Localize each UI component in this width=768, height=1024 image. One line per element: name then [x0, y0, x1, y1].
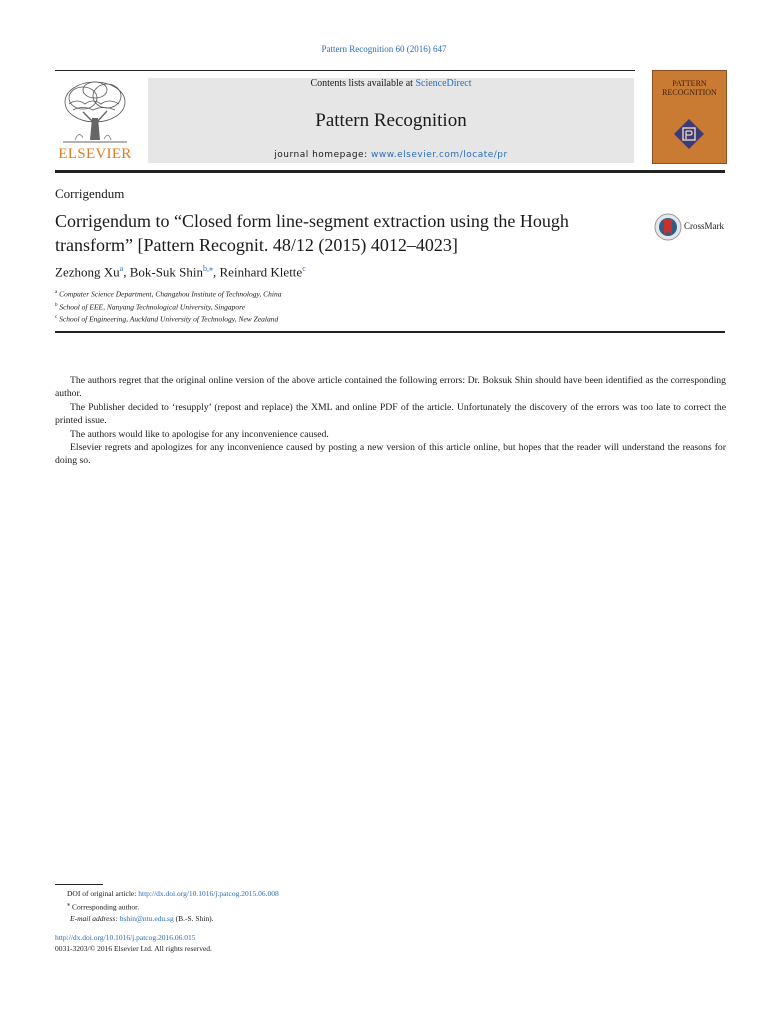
author-affil-mark[interactable]: b,⁎: [203, 264, 214, 273]
running-head[interactable]: Pattern Recognition 60 (2016) 647: [321, 44, 447, 54]
author-affil-mark[interactable]: c: [302, 264, 306, 273]
body-paragraph: Elsevier regrets and apologizes for any inconvenience caused by posting a new version of this article online, but hopes that the reader will understand the reasons for doing so.: [55, 442, 726, 467]
copyright-line: 0031-3203/© 2016 Elsevier Ltd. All rights reserved.: [55, 944, 212, 953]
corresponding-text: Corresponding author.: [70, 902, 140, 912]
elsevier-tree-icon: [55, 78, 135, 146]
affiliation-mark: b: [55, 302, 58, 308]
author-separator: ,: [123, 264, 130, 280]
homepage-link[interactable]: www.elsevier.com/locate/pr: [371, 150, 508, 160]
author-list: [55, 264, 306, 280]
article-title: Corrigendum to “Closed form line-segment extraction using the Hough transform” [Pattern Recognit. 48/12 (2015) 4012–4023]: [55, 211, 569, 255]
crossmark-label: CrossMark: [684, 221, 724, 231]
journal-banner: [148, 78, 634, 163]
author-name: Zezhong Xu: [55, 264, 120, 280]
front-matter-rule: [55, 331, 725, 333]
article-body: [55, 374, 726, 468]
crossmark-badge[interactable]: [654, 213, 728, 241]
footnote-doi: [55, 888, 279, 899]
journal-name: Pattern Recognition: [315, 110, 467, 131]
body-paragraph: The Publisher decided to ‘resupply’ (repost and replace) the XML and online PDF of the article. Unfortunately the discovery of the errors was too late to correct the printed issue.: [55, 401, 726, 427]
footnote-email: [55, 913, 279, 924]
sciencedirect-link[interactable]: ScienceDirect: [415, 78, 472, 89]
author-separator: ,: [213, 264, 220, 280]
cover-title-line2: RECOGNITION: [662, 88, 717, 97]
affiliation-item: [55, 300, 282, 313]
contents-prefix: Contents lists available at: [310, 78, 416, 89]
body-paragraph: The authors regret that the original online version of the above article contained the following errors: Dr. Boksuk Shin should have been identified as the corresponding author.: [55, 375, 726, 400]
affiliation-text: Computer Science Department, Changzhou Institute of Technology, China: [59, 289, 282, 299]
article-doi-link[interactable]: http://dx.doi.org/10.1016/j.patcog.2016.06.015: [55, 933, 196, 942]
body-paragraph: The authors would like to apologise for any inconvenience caused.: [70, 428, 329, 440]
author-name: Bok-Suk Shin: [129, 264, 204, 280]
header-top-rule: [55, 70, 635, 71]
author-affil-mark[interactable]: a: [119, 264, 124, 273]
original-doi-link[interactable]: http://dx.doi.org/10.1016/j.patcog.2015.06.008: [138, 889, 279, 898]
contents-line: [148, 78, 634, 89]
homepage-prefix: journal homepage:: [274, 150, 371, 160]
article-identifiers: [55, 932, 212, 954]
affiliation-item: [55, 312, 282, 325]
author-name: Reinhard Klette: [219, 264, 303, 280]
email-label: E-mail address:: [70, 913, 120, 923]
section-label: Corrigendum: [55, 186, 125, 201]
cover-title-line1: PATTERN: [672, 79, 707, 88]
email-link[interactable]: bshin@ntu.edu.sg: [119, 913, 174, 923]
affiliation-text: School of Engineering, Auckland University of Technology, New Zealand: [59, 314, 279, 324]
email-suffix: (B.-S. Shin).: [173, 913, 214, 923]
footnote-corresponding: [55, 899, 279, 913]
affiliation-mark: c: [55, 315, 58, 320]
crossmark-icon: [654, 213, 682, 241]
cover-emblem-icon: [674, 119, 704, 149]
homepage-line: [148, 150, 634, 160]
cover-title: [653, 79, 726, 97]
elsevier-logo: [55, 78, 135, 163]
corresponding-mark: ⁎: [67, 901, 71, 908]
elsevier-wordmark: ELSEVIER: [58, 146, 132, 162]
affiliation-text: School of EEE, Nanyang Technological University, Singapore: [59, 302, 246, 311]
footnote-rule: [55, 884, 103, 885]
affiliation-item: [55, 287, 282, 300]
doi-label: DOI of original article:: [67, 889, 139, 898]
footnotes: [55, 888, 279, 924]
journal-cover: [652, 70, 727, 164]
affiliation-list: [55, 287, 282, 325]
header-bottom-rule: [55, 170, 725, 173]
affiliation-mark: a: [55, 290, 58, 295]
